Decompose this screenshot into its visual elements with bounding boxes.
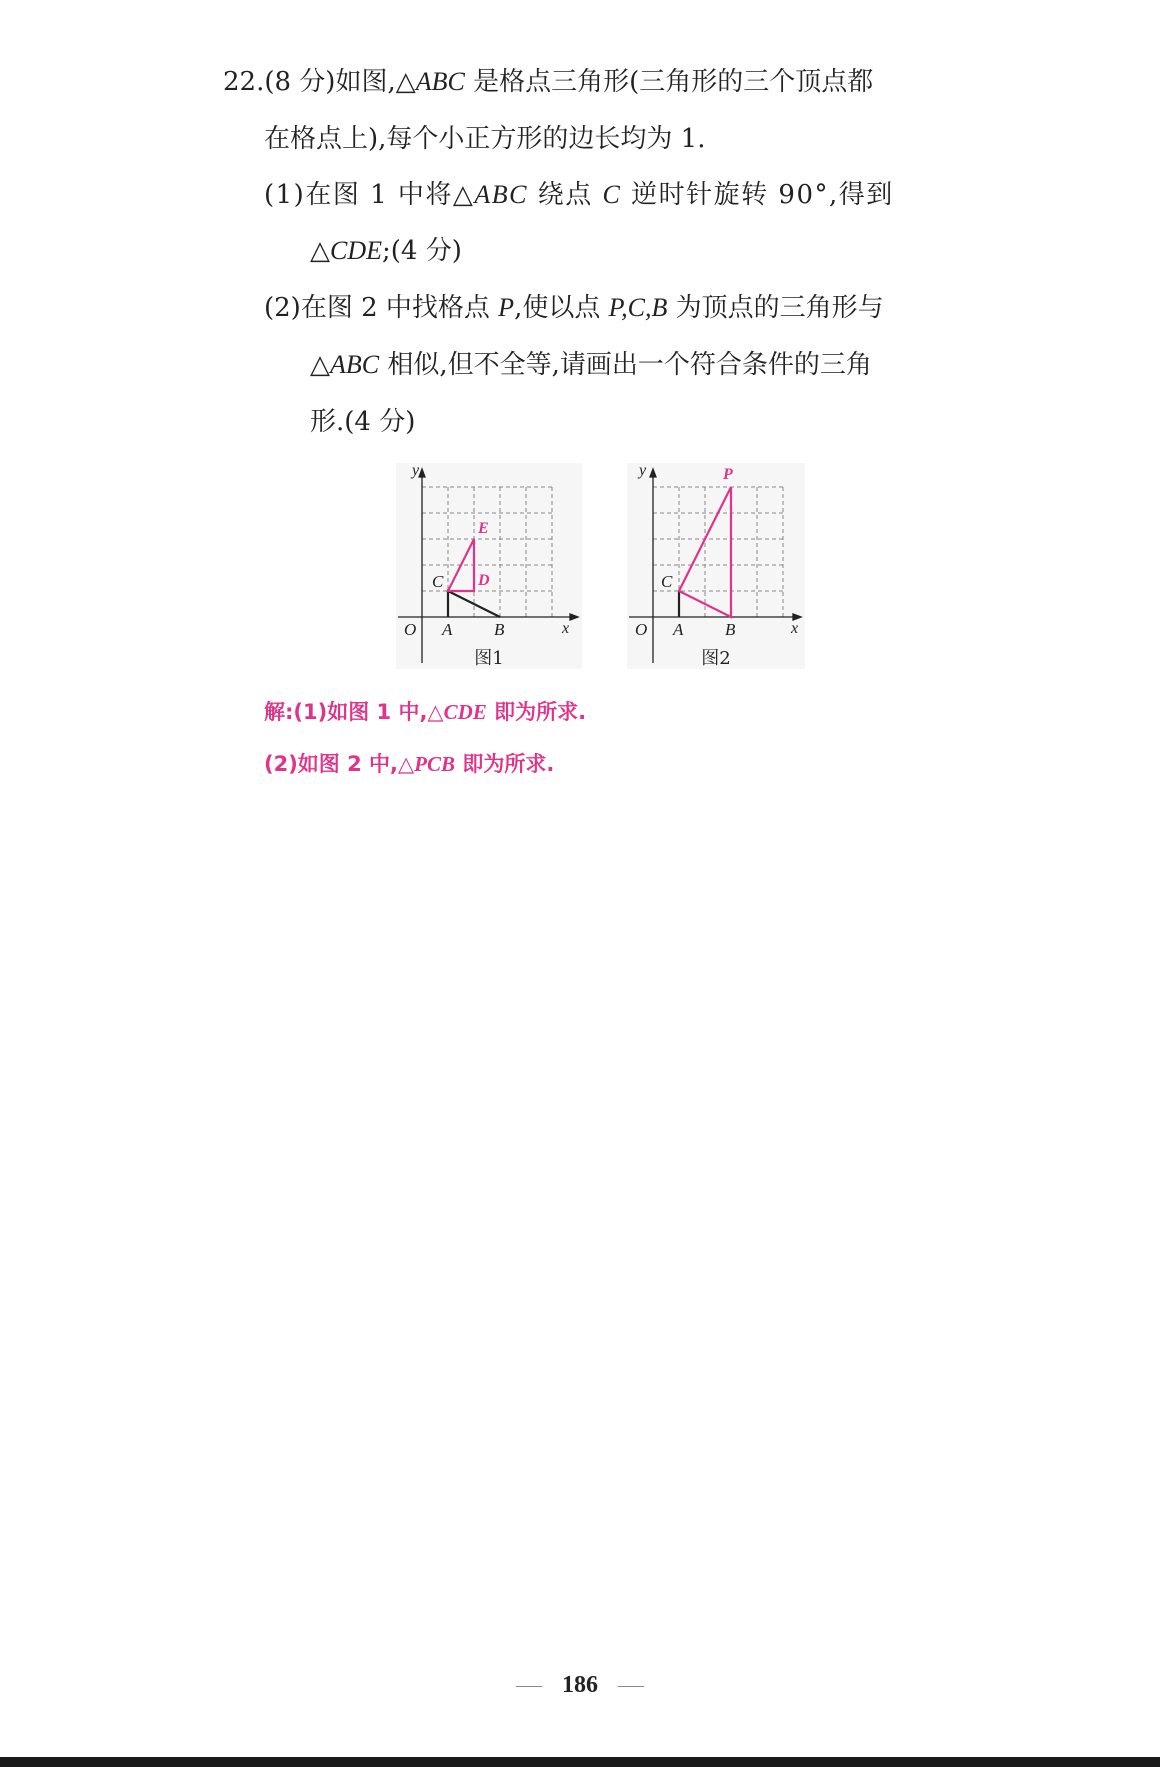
question-text: (8 分)如图,△	[264, 67, 416, 97]
part1-line-2	[310, 233, 462, 269]
point-c-label: C	[432, 572, 444, 591]
grid	[653, 487, 784, 617]
point-b-label: B	[725, 620, 736, 639]
math-pcb: PCB	[414, 752, 456, 776]
answer-line-1	[264, 697, 586, 727]
part2-text: (2)在图 2 中找格点	[264, 293, 499, 323]
part2-text: 为顶点的三角形与	[667, 293, 884, 323]
question-text: 是格点三角形(三角形的三个顶点都	[464, 67, 874, 97]
part1-text: 绕点	[528, 180, 603, 210]
figure-1-graph	[396, 463, 582, 669]
figure-2-caption: 图2	[701, 648, 731, 669]
question-line-2	[264, 121, 705, 157]
math-abc: ABC	[474, 180, 529, 209]
bottom-bar	[0, 1757, 1160, 1767]
question-line-1	[223, 64, 873, 100]
part1-text: (1)在图 1 中将△	[264, 180, 475, 210]
answer-text: 解:(1)如图 1 中,△	[264, 700, 444, 724]
math-pcb: P,C,B	[608, 293, 668, 322]
dash-decoration	[618, 1686, 644, 1687]
point-d-label: D	[478, 572, 490, 589]
math-abc: ABC	[330, 350, 380, 379]
math-cde: CDE	[443, 700, 487, 724]
answer-text: 即为所求.	[486, 700, 587, 724]
figure-1	[396, 463, 582, 669]
answer-text: 即为所求.	[455, 752, 555, 776]
y-axis-label: y	[639, 463, 647, 479]
part1-text: ;(4 分)	[382, 236, 462, 266]
question-number: 22.	[223, 67, 265, 97]
axes	[629, 469, 801, 663]
part1-text: 逆时针旋转 90°,得到	[621, 180, 894, 210]
x-axis-label: x	[562, 620, 570, 637]
point-a-label: A	[442, 620, 453, 639]
part2-text: 形.(4 分)	[310, 407, 416, 437]
part2-line-1	[264, 290, 884, 326]
origin-label: O	[635, 620, 648, 639]
point-e-label: E	[478, 520, 489, 537]
math-abc: ABC	[415, 67, 465, 96]
figure-1-caption: 图1	[474, 648, 504, 669]
math-c: C	[602, 180, 622, 209]
point-a-label: A	[673, 620, 684, 639]
answer-text: (2)如图 2 中,△	[264, 752, 415, 776]
dash-decoration	[516, 1686, 542, 1687]
figure-2-graph	[627, 463, 805, 669]
figure-2	[627, 463, 805, 669]
part1-line-1	[264, 177, 894, 213]
point-p-label: P	[723, 466, 733, 483]
math-cde: CDE	[330, 236, 382, 265]
triangle-symbol: △	[310, 350, 330, 380]
math-p: P	[498, 293, 515, 322]
page-number	[0, 1672, 1160, 1699]
part2-line-2	[310, 347, 872, 383]
part2-line-3	[310, 404, 415, 440]
point-b-label: B	[494, 620, 505, 639]
part2-text: ,使以点	[514, 293, 609, 323]
origin-label: O	[404, 620, 417, 639]
axes	[398, 469, 578, 663]
y-axis-label: y	[412, 463, 420, 479]
x-axis-label: x	[791, 620, 799, 637]
part2-text: 相似,但不全等,请画出一个符合条件的三角	[379, 350, 872, 380]
page-number-value: 186	[562, 1672, 598, 1698]
triangle-symbol: △	[310, 236, 330, 266]
point-c-label: C	[661, 572, 673, 591]
answer-line-2	[264, 749, 554, 779]
question-text: 在格点上),每个小正方形的边长均为 1.	[264, 124, 706, 154]
grid	[422, 487, 553, 617]
